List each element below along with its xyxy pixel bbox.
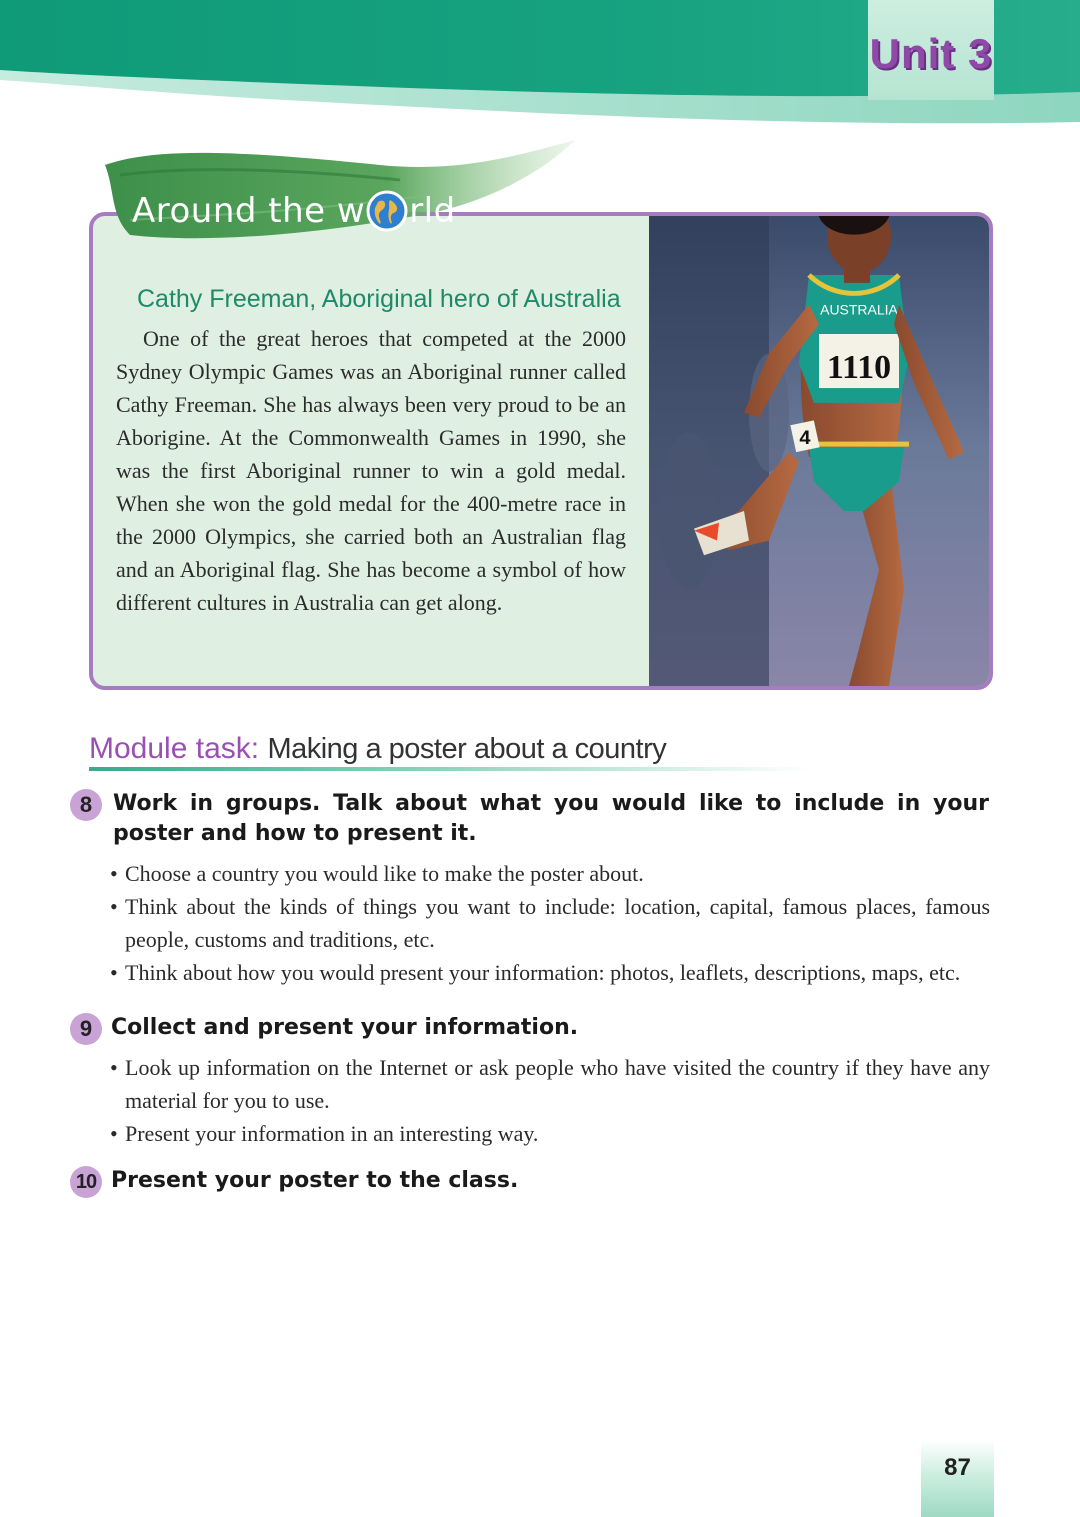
task-number-badge: 8 bbox=[70, 789, 102, 821]
task-bullets bbox=[110, 857, 990, 989]
task-number-badge: 9 bbox=[70, 1013, 102, 1045]
athlete-photo bbox=[649, 216, 989, 686]
vest-text: AUSTRALIA bbox=[820, 301, 898, 318]
bullet-item: • Present your information in an interesting way. bbox=[110, 1117, 990, 1150]
module-task-label: Module task: bbox=[89, 732, 260, 765]
article-body: One of the great heroes that competed at the 2000 Sydney Olympic Games was an Aboriginal runner called Cathy Freeman. She has always been very proud to be an Aborigine. At the Commonwealth Games in 1990, she was the first Aboriginal runner to win a gold medal. When she won the gold medal for the 400-metre race in the 2000 Olympics, she carried both an Australian flag and an Aboriginal flag. She has become a symbol of how different cultures in Australia can get along. bbox=[116, 326, 626, 615]
article-heading: Cathy Freeman, Aboriginal hero of Australia bbox=[137, 285, 621, 313]
task-number-badge: 10 bbox=[70, 1166, 102, 1198]
bullet-item: • Think about the kinds of things you want to include: location, capital, famous places, famous people, customs and traditions, etc. bbox=[110, 890, 990, 956]
unit-label: Unit 3 bbox=[869, 30, 993, 77]
module-task-underline bbox=[89, 767, 809, 771]
task-bullets bbox=[110, 1051, 990, 1150]
task-title: Work in groups. Talk about what you would like to include in your poster and how to present it. bbox=[113, 791, 989, 846]
module-task-heading bbox=[89, 732, 666, 766]
globe-icon bbox=[366, 190, 408, 232]
page-number: 87 bbox=[944, 1454, 971, 1481]
around-the-world-title bbox=[132, 190, 456, 232]
bullet-item: • Choose a country you would like to make the poster about. bbox=[110, 857, 990, 890]
module-task-title: Making a poster about a country bbox=[267, 733, 667, 765]
bullet-item: • Think about how you would present your information: photos, leaflets, descriptions, maps, etc. bbox=[110, 956, 990, 989]
task-title: Present your poster to the class. bbox=[111, 1168, 519, 1193]
bullet-item: • Look up information on the Internet or ask people who have visited the country if they have any material for you to use. bbox=[110, 1051, 990, 1117]
task-title: Collect and present your information. bbox=[111, 1015, 579, 1040]
around-the-world-title-suffix: rld bbox=[409, 191, 456, 231]
bib-number: 1110 bbox=[826, 349, 892, 387]
hip-number: 4 bbox=[799, 427, 811, 450]
around-the-world-title-prefix: Around the w bbox=[132, 191, 366, 231]
